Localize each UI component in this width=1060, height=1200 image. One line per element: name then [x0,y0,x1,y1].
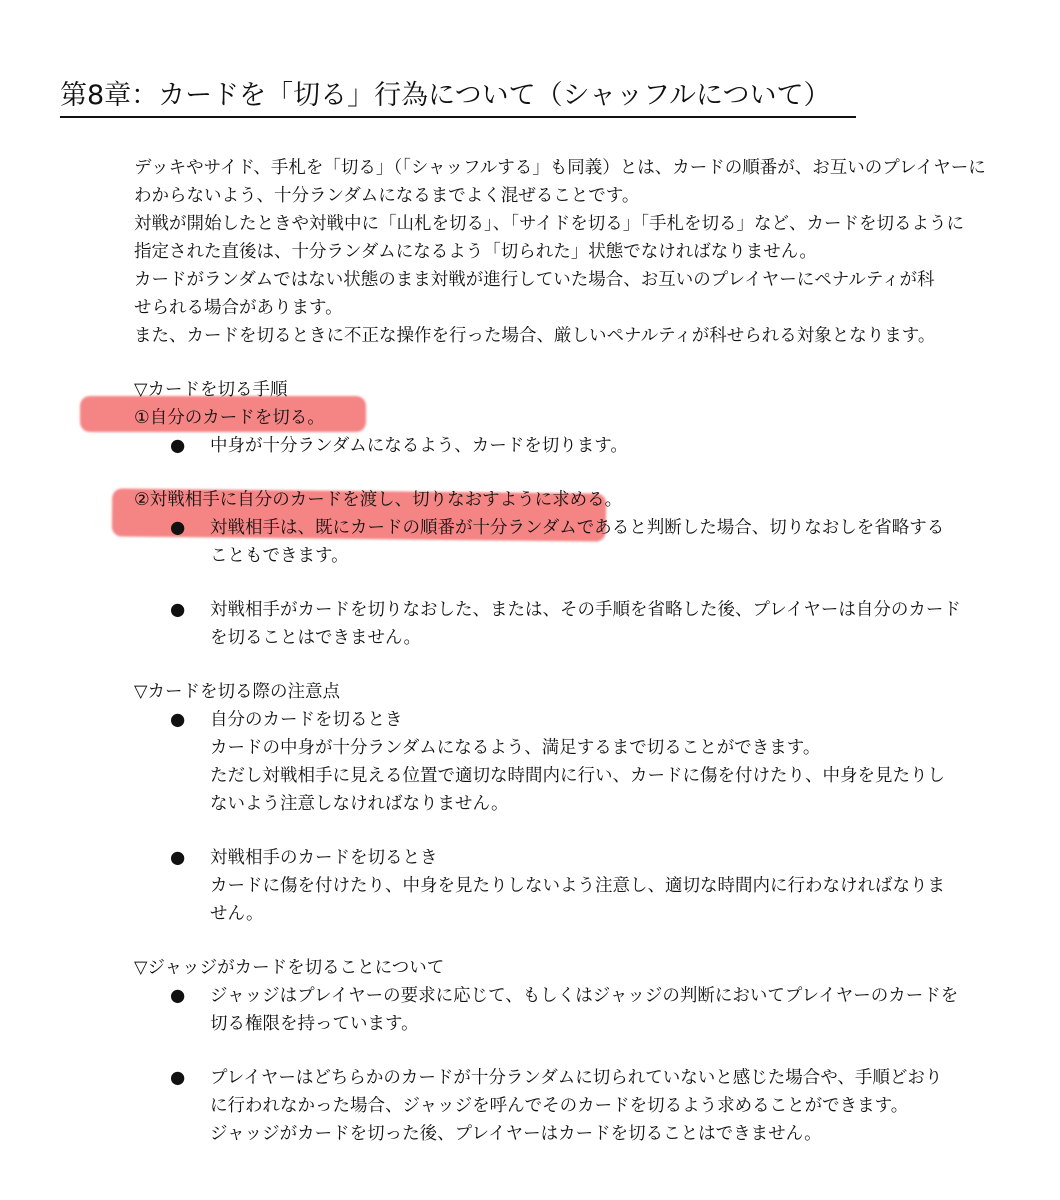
bullet-icon: ● [170,986,186,1006]
judge-section [134,954,1014,1148]
list-item-text: 中身が十分ランダムになるよう、カードを切ります。 [210,436,628,456]
list-item-text: 対戦相手がカードを切りなおした、または、その手順を省略した後、プレイヤーは自分のカード [210,600,961,620]
intro-line: カードがランダムではない状態のまま対戦が進行していた場合、お互いのプレイヤーにペナルティが科 [134,270,935,290]
list-item-text: カードの中身が十分ランダムになるよう、満足するまで切ることができます。 [210,738,821,758]
list-item [134,514,1014,570]
list-item-text: ジャッジがカードを切った後、プレイヤーはカードを切ることはできません。 [210,1124,822,1144]
list-item-text: 対戦相手のカードを切るとき [210,848,438,868]
list-item [134,844,1014,928]
bullet-icon: ● [170,518,186,538]
list-item-text: 対戦相手は、既にカードの順番が十分ランダムであると判断した場合、切りなおしを省略する [210,518,945,538]
list-item-text: 自分のカードを切るとき [210,710,403,730]
intro-line: デッキやサイド、手札を「切る」（「シャッフルする」も同義）とは、カードの順番が、お互いのプレイヤーに [134,158,986,178]
list-item-text: せん。 [210,904,264,924]
list-item-text: を切ることはできません。 [210,628,422,648]
list-item-text: に行われなかった場合、ジャッジを呼んでそのカードを切るよう求めることができます。 [210,1096,909,1116]
list-item [134,1064,1014,1148]
bullet-icon: ● [170,848,186,868]
intro-line: 対戦が開始したときや対戦中に「山札を切る」、「サイドを切る」「手札を切る」など、カードを切るように [134,214,965,234]
intro-line: 指定された直後は、十分ランダムになるよう「切られた」状態でなければなりません。 [134,242,817,262]
judge-heading: ▽ジャッジがカードを切ることについて [134,958,445,978]
list-item [134,982,1014,1038]
list-item-text: ないよう注意しなければなりません。 [210,794,509,814]
procedure-step2: ②対戦相手に自分のカードを渡し、切りなおすように求める。 [134,490,623,510]
document-body [134,154,1014,1148]
procedure-heading: ▽カードを切る手順 [134,380,288,400]
procedure-step1: ①自分のカードを切る。 [134,408,325,428]
list-item-text: こともできます。 [210,546,349,566]
bullet-icon: ● [170,600,186,620]
intro-paragraph [134,154,1014,350]
list-item-text: ジャッジはプレイヤーの要求に応じて、もしくはジャッジの判断においてプレイヤーのカードを [210,986,959,1006]
bullet-icon: ● [170,710,186,730]
list-item-text: ただし対戦相手に見える位置で適切な時間内に行い、カードに傷を付けたり、中身を見たりし [210,766,945,786]
intro-line: せられる場合があります。 [134,298,343,318]
list-item [134,432,1014,460]
bullet-icon: ● [170,436,186,456]
list-item [134,596,1014,652]
list-item-text: プレイヤーはどちらかのカードが十分ランダムに切られていないと感じた場合や、手順どおり [210,1068,943,1088]
cautions-section [134,678,1014,928]
intro-line: また、カードを切るときに不正な操作を行った場合、厳しいペナルティが科せられる対象となります。 [134,326,936,346]
chapter-title: 第8章：カードを「切る」行為について（シャッフルについて） [60,76,856,118]
procedure-section [134,376,1014,652]
list-item-text: 切る権限を持っています。 [210,1014,419,1034]
cautions-heading: ▽カードを切る際の注意点 [134,682,340,702]
intro-line: わからないよう、十分ランダムになるまでよく混ぜることです。 [134,186,640,206]
list-item-text: カードに傷を付けたり、中身を見たりしないよう注意し、適切な時間内に行わなければなりま [210,876,945,896]
bullet-icon: ● [170,1068,186,1088]
list-item [134,706,1014,818]
